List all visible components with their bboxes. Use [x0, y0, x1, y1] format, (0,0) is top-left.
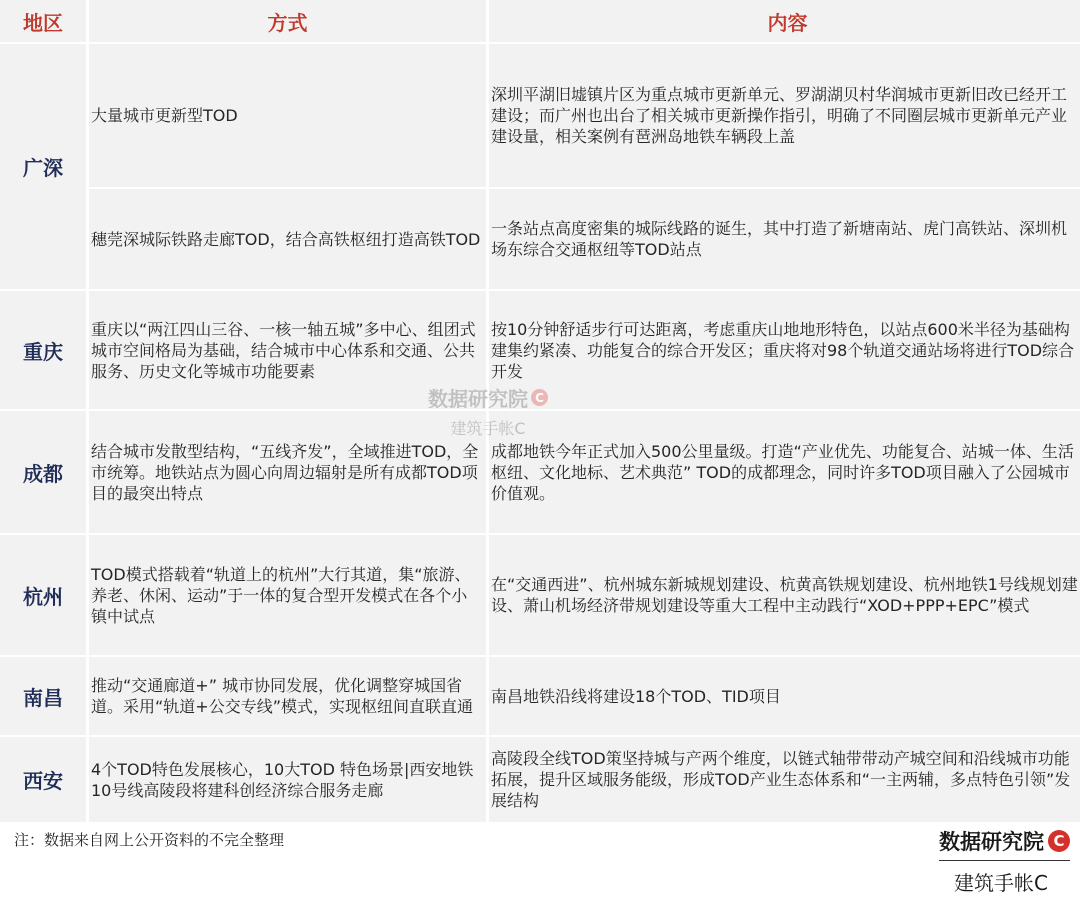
content-text: 南昌地铁沿线将建设18个TOD、TID项目 [491, 686, 781, 706]
method-cell [89, 737, 486, 822]
region-chengdu: 成都 [0, 411, 86, 533]
method-text: 重庆以“两江四山三谷、一核一轴五城”多中心、组团式城市空间格局为基础，结合城市中心体系和交通、公共服务、历史文化等城市功能要素 [91, 319, 476, 381]
content-text: 成都地铁今年正式加入500公里量级。打造“产业优先、功能复合、站城一体、生活枢纽、文化地标、艺术典范” TOD的成都理念，同时许多TOD项目融入了公园城市价值观。 [491, 441, 1074, 503]
content-text: 一条站点高度密集的城际线路的诞生，其中打造了新塘南站、虎门高铁站、深圳机场东综合交通枢纽等TOD站点 [491, 219, 1068, 259]
method-cell [89, 657, 486, 735]
method-text: 4个TOD特色发展核心，10大TOD 特色场景|西安地铁10号线高陵段将建科创经济综合服务走廊 [91, 759, 474, 800]
content-cell [489, 44, 1080, 187]
content-text: 深圳平湖旧墟镇片区为重点城市更新单元、罗湖湖贝村华润城市更新旧改已经开工建设；而广州也出台了相关城市更新操作指引，明确了不同圈层城市更新单元产业建设量，相关案例有琶洲岛地铁车辆段上盖 [491, 85, 1068, 146]
method-cell [89, 535, 486, 655]
region-hangzhou: 杭州 [0, 535, 86, 655]
content-cell [489, 189, 1080, 289]
header-content: 内容 [489, 0, 1080, 42]
watermark-title: 数据研究院 [428, 387, 528, 411]
header-method: 方式 [89, 0, 486, 42]
header-region: 地区 [0, 0, 86, 42]
content-cell [489, 291, 1080, 409]
method-text: 穗莞深城际铁路走廊TOD，结合高铁枢纽打造高铁TOD [91, 229, 481, 249]
content-text: 高陵段全线TOD策坚持城与产两个维度，以链式轴带带动产城空间和沿线城市功能拓展，提升区域服务能级，形成TOD产业生态体系和“一主两辅，多点特色引领”发展结构 [491, 749, 1071, 810]
region-guangshen: 广深 [0, 44, 86, 289]
method-text: 结合城市发散型结构，“五线齐发”，全域推进TOD，全市统筹。地铁站点为圆心向周边辐射是所有成都TOD项目的最突出特点 [91, 441, 479, 503]
brand-logo [939, 826, 1070, 896]
content-cell [489, 535, 1080, 655]
brand-subtitle: 建筑手帐C [954, 871, 1048, 895]
method-cell [89, 291, 486, 409]
content-cell [489, 657, 1080, 735]
method-text: TOD模式搭载着“轨道上的杭州”大行其道，集“旅游、养老、休闲、运动”于一体的复合型开发模式在各个小镇中试点 [91, 564, 471, 626]
method-text: 大量城市更新型TOD [91, 106, 238, 125]
content-cell [489, 411, 1080, 533]
watermark-c-icon: C [531, 389, 548, 406]
region-nanchang: 南昌 [0, 657, 86, 735]
method-cell [89, 411, 486, 533]
brand-c-icon: C [1048, 830, 1070, 852]
method-cell [89, 44, 486, 187]
content-text: 在“交通西进”、杭州城东新城规划建设、杭黄高铁规划建设、杭州地铁1号线规划建设、萧山机场经济带规划建设等重大工程中主动践行“XOD+PPP+EPC”模式 [491, 575, 1078, 615]
method-cell [89, 189, 486, 289]
watermark-subtitle: 建筑手帐C [450, 419, 526, 438]
region-chongqing: 重庆 [0, 291, 86, 409]
brand-title: 数据研究院 [939, 830, 1044, 854]
footnote: 注：数据来自网上公开资料的不完全整理 [14, 831, 285, 849]
content-cell [489, 737, 1080, 822]
content-text: 按10分钟舒适步行可达距离，考虑重庆山地地形特色，以站点600米半径为基础构建集约紧凑、功能复合的综合开发区；重庆将对98个轨道交通站场将进行TOD综合开发 [491, 319, 1075, 381]
region-xian: 西安 [0, 737, 86, 822]
method-text: 推动“交通廊道+” 城市协同发展，优化调整穿城国省道。采用“轨道+公交专线”模式，实现枢纽间直联直通 [91, 676, 473, 716]
